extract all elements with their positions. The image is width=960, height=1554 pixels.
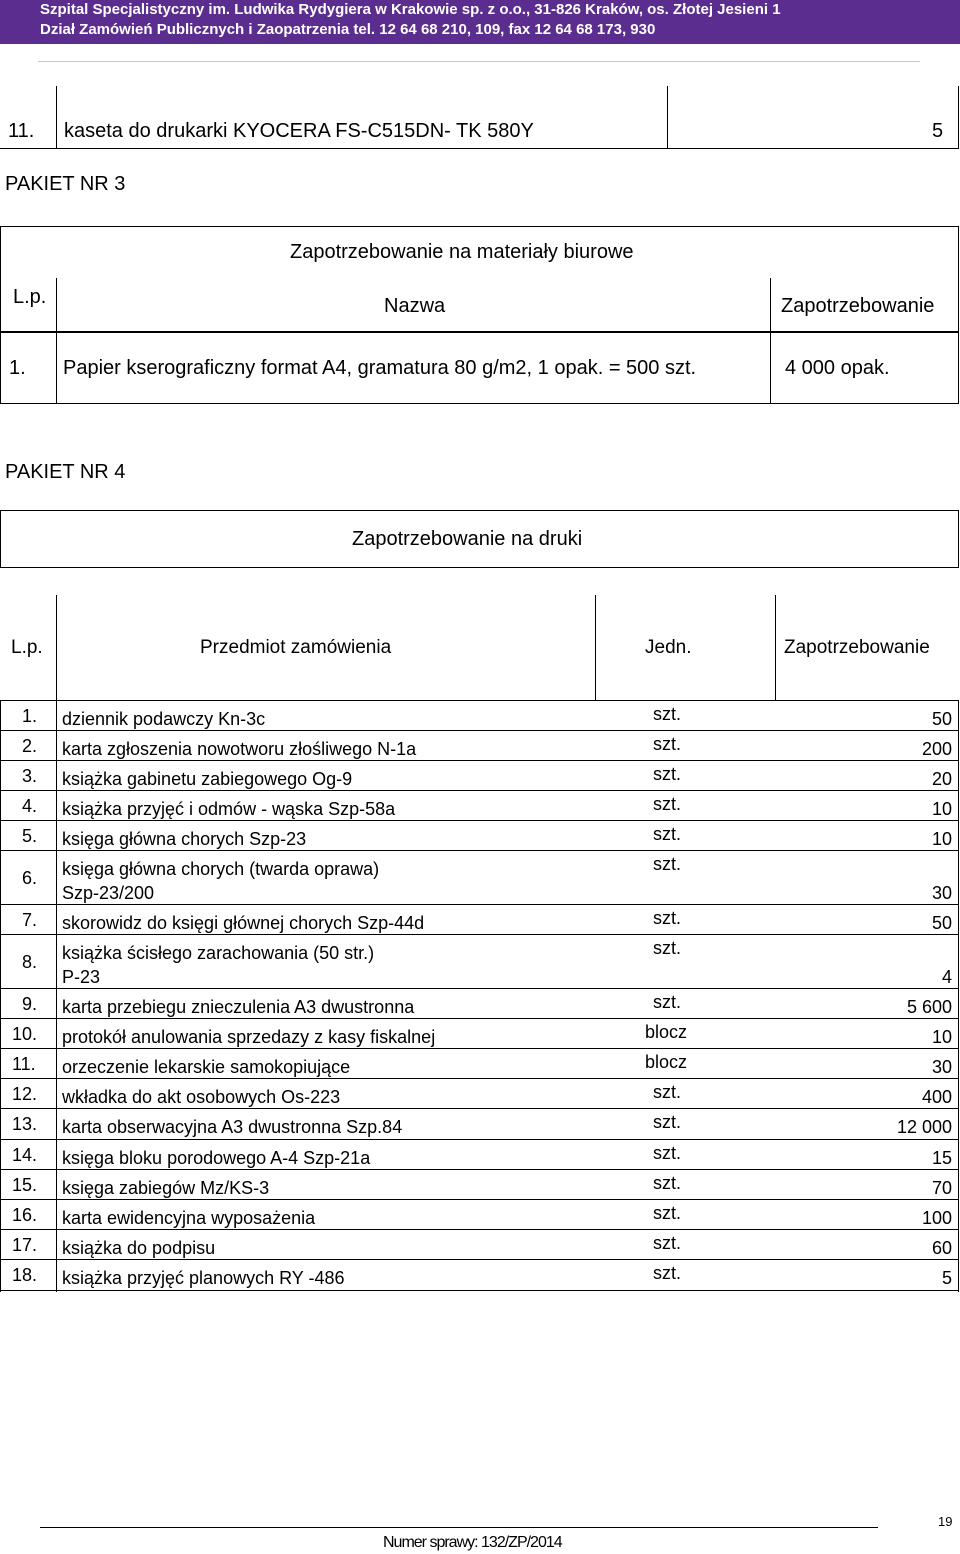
row-quantity: 50 [931,913,952,933]
row-quantity: 10 [931,799,952,819]
row-rule [0,1078,959,1079]
row-name: orzeczenie lekarskie samokopiujące [62,1057,351,1077]
row-unit: szt. [653,1173,682,1193]
row-name: książka przyjęć planowych RY -486 [62,1268,345,1288]
row-unit: szt. [653,1203,682,1223]
row-number: 11. [12,1054,36,1074]
pakiet-3-row-divider-2 [770,332,771,404]
row-unit: szt. [653,764,682,784]
row-quantity: 4 [941,967,952,987]
pakiet-3-col-qty: Zapotrzebowanie [781,295,935,317]
pakiet-3-row-quantity: 4 000 opak. [785,357,890,379]
row-quantity: 400 [921,1087,952,1107]
pakiet-4-col-unit: Jedn. [645,637,692,658]
top-row-name: kaseta do drukarki KYOCERA FS-C515DN- TK 580Y [64,120,534,142]
row-number: 12. [12,1084,38,1104]
rows-divider-1 [56,700,57,1292]
row-unit: szt. [653,854,682,874]
header-line-2: Dział Zamówień Publicznych i Zaopatrzenia tel. 12 64 68 210, 109, fax 12 64 68 173, 930 [40,21,656,38]
rows-left-border [0,700,1,1292]
row-rule [0,1018,959,1019]
row-quantity: 30 [931,883,952,903]
row-unit: szt. [653,992,682,1012]
row-number: 8. [22,952,38,972]
row-quantity: 10 [931,829,952,849]
row-rule [0,1139,959,1140]
row-quantity: 5 [941,1268,952,1288]
row-unit: szt. [653,1263,682,1283]
header-line-1: Szpital Specjalistyczny im. Ludwika Rydygiera w Krakowie sp. z o.o., 31-826 Kraków, os. Złotej Jesieni 1 [40,1,781,18]
row-quantity: 50 [931,709,952,729]
row-name: książka ścisłego zarachowania (50 str.) [62,943,375,963]
top-row-bottom-rule [0,148,959,149]
row-name: karta ewidencyjna wyposażenia [62,1208,316,1228]
row-name: karta przebiegu znieczulenia A3 dwustronna [62,997,415,1017]
row-name: skorowidz do księgi głównej chorych Szp-44d [62,913,425,933]
rows-right-border [958,700,959,1292]
row-rule [0,1290,959,1291]
row-rule [0,988,959,989]
row-quantity: 70 [931,1178,952,1198]
pakiet-3-col-divider-2 [770,278,771,332]
row-quantity: 12 000 [896,1117,952,1137]
row-name: karta obserwacyjna A3 dwustronna Szp.84 [62,1117,403,1137]
row-rule [0,1169,959,1170]
pakiet-4-title: PAKIET NR 4 [5,461,126,483]
pakiet-3-row-divider-1 [56,332,57,404]
row-number: 13. [12,1114,38,1134]
top-row-divider-left [56,86,57,148]
row-number: 18. [12,1265,38,1285]
row-number: 1. [22,706,38,726]
row-number: 16. [12,1205,38,1225]
row-number: 17. [12,1235,38,1255]
row-rule [0,760,959,761]
row-unit: szt. [653,1233,682,1253]
row-unit: szt. [653,1112,682,1132]
row-unit: blocz [645,1052,688,1072]
pakiet-4-table-title: Zapotrzebowanie na druki [352,528,583,550]
row-unit: szt. [653,824,682,844]
row-rule [0,1229,959,1230]
row-name: księga główna chorych Szp-23 [62,829,307,849]
row-number: 14. [12,1145,38,1165]
row-name-line-2: Szp-23/200 [62,883,155,903]
row-name: księga zabiegów Mz/KS-3 [62,1178,270,1198]
row-quantity: 30 [931,1057,952,1077]
row-number: 9. [22,994,38,1014]
pakiet-3-col-lp: L.p. [13,286,47,308]
row-quantity: 5 600 [906,997,952,1017]
top-row-divider-right [958,86,959,148]
row-unit: szt. [653,938,682,958]
row-name: księga bloku porodowego A-4 Szp-21a [62,1148,371,1168]
row-unit: szt. [653,704,682,724]
pakiet-3-row-number: 1. [9,357,26,379]
pakiet-3-table-title: Zapotrzebowanie na materiały biurowe [290,241,634,263]
row-rule [0,790,959,791]
pakiet-4-header-divider-2 [595,595,596,700]
row-rule [0,1048,959,1049]
pakiet-4-col-lp: L.p. [11,637,43,658]
row-quantity: 20 [931,769,952,789]
pakiet-3-col-name: Nazwa [384,295,446,317]
row-number: 15. [12,1175,38,1195]
top-row-number: 11. [8,120,35,142]
row-name: książka przyjęć i odmów - wąska Szp-58a [62,799,396,819]
pakiet-3-title: PAKIET NR 3 [5,173,126,195]
row-name: książka gabinetu zabiegowego Og-9 [62,769,353,789]
row-name: karta zgłoszenia nowotworu złośliwego N-1a [62,739,417,759]
row-number: 7. [22,910,38,930]
row-unit: szt. [653,734,682,754]
row-quantity: 10 [931,1027,952,1047]
pakiet-3-row-name: Papier kserograficzny format A4, gramatura 80 g/m2, 1 opak. = 500 szt. [63,357,697,379]
row-name: dziennik podawczy Kn-3c [62,709,266,729]
row-rule [0,904,959,905]
row-number: 4. [22,796,38,816]
row-name-line-2: P-23 [62,967,101,987]
row-quantity: 60 [931,1238,952,1258]
row-quantity: 100 [921,1208,952,1228]
row-rule [0,1108,959,1109]
row-unit: szt. [653,1082,682,1102]
row-rule [0,820,959,821]
pakiet-3-col-divider-1 [56,278,57,332]
pakiet-4-header-divider-1 [56,595,57,700]
row-name: protokół anulowania sprzedazy z kasy fiskalnej [62,1027,436,1047]
row-quantity: 15 [931,1148,952,1168]
row-number: 10. [12,1024,38,1044]
row-name: księga główna chorych (twarda oprawa) [62,859,380,879]
top-row-divider-mid [667,86,668,148]
row-number: 2. [22,736,38,756]
row-rule [0,850,959,851]
pakiet-4-header-divider-3 [775,595,776,700]
row-rule [0,1199,959,1200]
row-rule [0,934,959,935]
top-row-quantity: 5 [932,120,944,142]
row-name: wkładka do akt osobowych Os-223 [62,1087,341,1107]
row-unit: blocz [645,1022,688,1042]
rows-top-rule [0,700,959,701]
row-rule [0,730,959,731]
case-number: Numer sprawy: 132/ZP/2014 [383,1534,562,1551]
row-quantity: 200 [921,739,952,759]
row-unit: szt. [653,794,682,814]
row-number: 3. [22,766,38,786]
row-name: książka do podpisu [62,1238,216,1258]
row-number: 6. [22,868,38,888]
footer-rule [40,1527,878,1528]
pakiet-4-col-name: Przedmiot zamówienia [200,637,392,658]
row-rule [0,1259,959,1260]
page-number: 19 [938,1514,953,1529]
pakiet-4-col-qty: Zapotrzebowanie [784,637,930,658]
row-unit: szt. [653,908,682,928]
header-rule [38,61,920,62]
row-unit: szt. [653,1143,682,1163]
document-header [0,0,960,44]
row-number: 5. [22,826,38,846]
